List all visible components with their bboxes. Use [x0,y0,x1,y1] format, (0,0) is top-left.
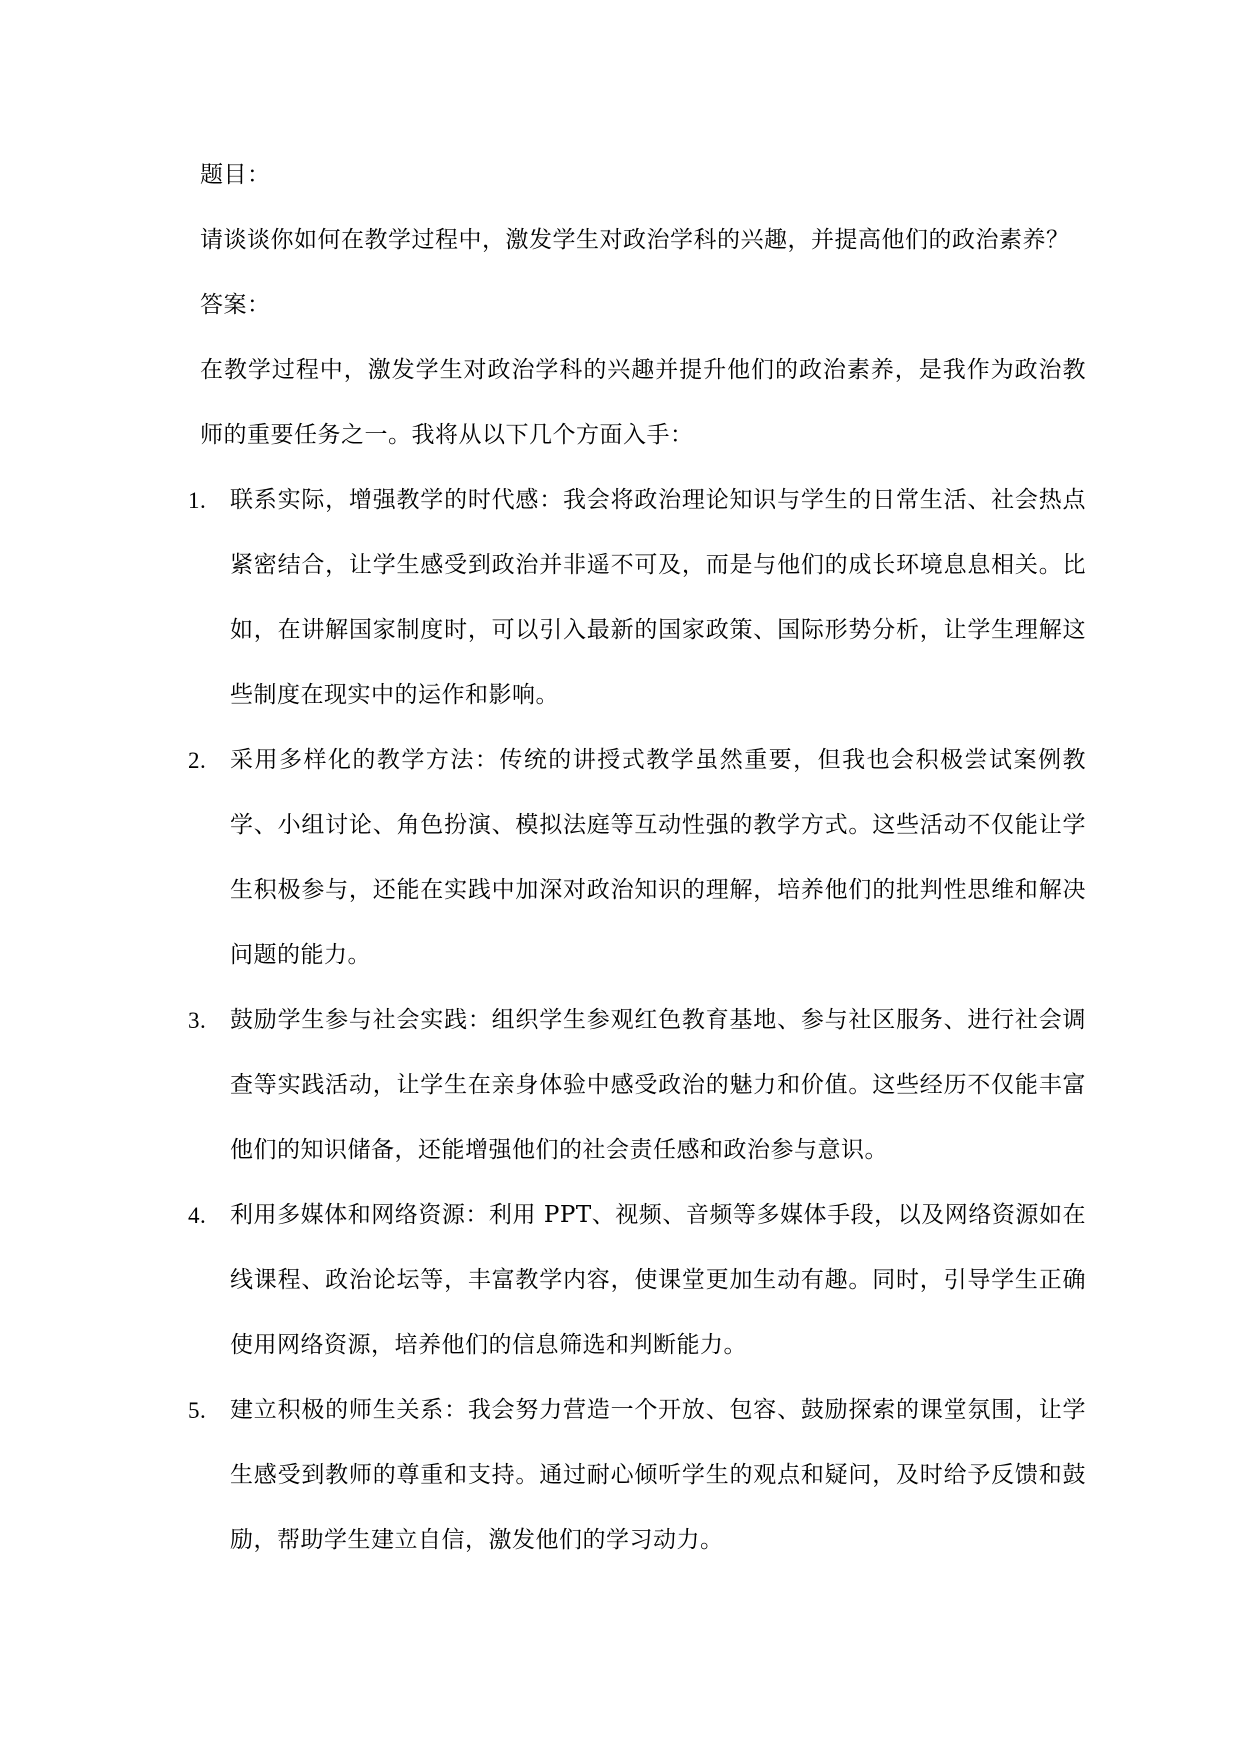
list-item [188,1183,1086,1378]
list-item [188,1378,1086,1573]
answer-label: 答案： [200,292,271,318]
answer-intro: 在教学过程中，激发学生对政治学科的兴趣并提升他们的政治素养，是我作为政治教师的重要任务之一。我将从以下几个方面入手： [200,357,1086,448]
list-item-text: 利用多媒体和网络资源：利用 PPT、视频、音频等多媒体手段，以及网络资源如在线课程、政治论坛等，丰富教学内容，使课堂更加生动有趣。同时，引导学生正确使用网络资源，培养他们的信息筛选和判断能力。 [230,1202,1086,1358]
question-text: 请谈谈你如何在教学过程中，激发学生对政治学科的兴趣，并提高他们的政治素养？ [200,227,1070,253]
list-item-text: 鼓励学生参与社会实践：组织学生参观红色教育基地、参与社区服务、进行社会调查等实践活动，让学生在亲身体验中感受政治的魅力和价值。这些经历不仅能丰富他们的知识储备，还能增强他们的社会责任感和政治参与意识。 [230,1007,1086,1163]
answer-list [188,468,1086,1573]
list-item-number: 3. [188,1008,207,1033]
list-item-number: 1. [188,488,207,513]
list-item [188,988,1086,1183]
list-item [188,728,1086,988]
document-body [188,143,1086,1573]
list-item-text: 建立积极的师生关系：我会努力营造一个开放、包容、鼓励探索的课堂氛围，让学生感受到教师的尊重和支持。通过耐心倾听学生的观点和疑问，及时给予反馈和鼓励，帮助学生建立自信，激发他们的学习动力。 [230,1397,1086,1553]
list-item-number: 4. [188,1203,207,1228]
list-item-number: 2. [188,748,207,773]
question-label: 题目： [200,162,271,188]
list-item-text: 采用多样化的教学方法：传统的讲授式教学虽然重要，但我也会积极尝试案例教学、小组讨论、角色扮演、模拟法庭等互动性强的教学方式。这些活动不仅能让学生积极参与，还能在实践中加深对政治知识的理解，培养他们的批判性思维和解决问题的能力。 [230,747,1086,968]
list-item-number: 5. [188,1398,207,1423]
list-item-text: 联系实际，增强教学的时代感：我会将政治理论知识与学生的日常生活、社会热点紧密结合，让学生感受到政治并非遥不可及，而是与他们的成长环境息息相关。比如，在讲解国家制度时，可以引入最新的国家政策、国际形势分析，让学生理解这些制度在现实中的运作和影响。 [230,487,1086,708]
list-item [188,468,1086,728]
